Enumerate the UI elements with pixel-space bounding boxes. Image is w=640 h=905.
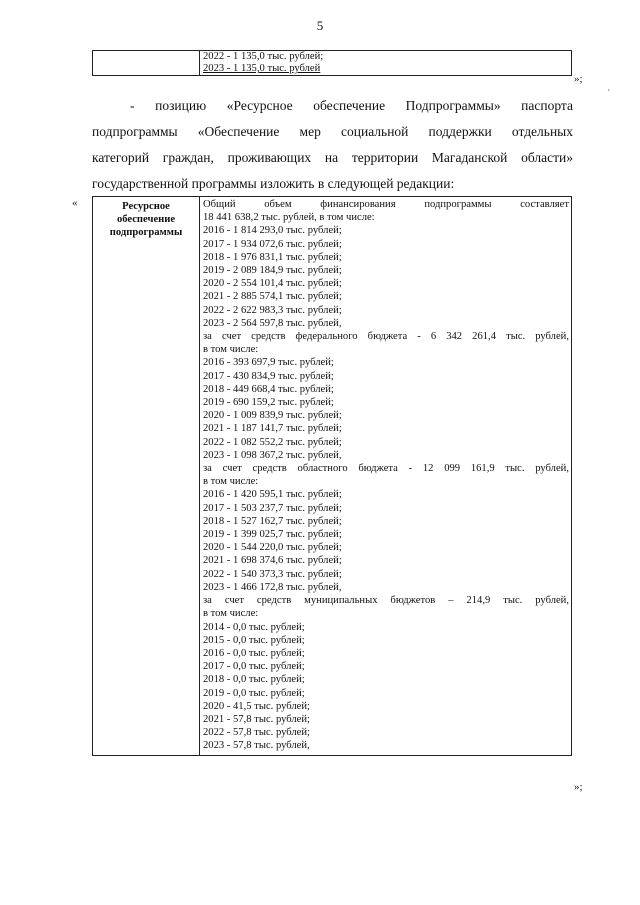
funding-line: 2018 - 449 668,4 тыс. рублей;: [203, 383, 334, 395]
opening-quote: «: [72, 197, 78, 209]
instruction-paragraph-line: категорий граждан, проживающих на территории Магаданской области»: [92, 150, 573, 165]
funding-line: 2023 - 2 564 597,8 тыс. рублей,: [203, 317, 342, 329]
funding-line: 2022 - 2 622 983,3 тыс. рублей;: [203, 304, 342, 316]
funding-line: 2015 - 0,0 тыс. рублей;: [203, 634, 305, 646]
resource-table: [92, 196, 572, 756]
funding-line: 2019 - 0,0 тыс. рублей;: [203, 687, 305, 699]
resource-value-cell: [200, 197, 572, 756]
funding-line: 2020 - 1 544 220,0 тыс. рублей;: [203, 542, 342, 554]
funding-line: 2016 - 1 420 595,1 тыс. рублей;: [203, 489, 342, 501]
funding-line: 2023 - 1 466 172,8 тыс. рублей,: [203, 581, 342, 593]
funding-line: 2020 - 2 554 101,4 тыс. рублей;: [203, 278, 342, 290]
funding-line: 2014 - 0,0 тыс. рублей;: [203, 621, 305, 633]
funding-line: Общий объем финансирования подпрограммы составляет: [203, 199, 569, 210]
resource-label-line: подпрограммы: [109, 227, 183, 239]
closing-quote: »;: [574, 73, 583, 85]
funding-line: 2018 - 0,0 тыс. рублей;: [203, 674, 305, 686]
funding-line: 2021 - 2 885 574,1 тыс. рублей;: [203, 291, 342, 303]
funding-line: 2019 - 1 399 025,7 тыс. рублей;: [203, 529, 342, 541]
funding-line: 2020 - 1 009 839,9 тыс. рублей;: [203, 410, 342, 422]
funding-line: в том числе:: [203, 344, 259, 356]
funding-line: за счет средств областного бюджета - 12 099 161,9 тыс. рублей,: [203, 463, 569, 475]
funding-line: 2020 - 41,5 тыс. рублей;: [203, 700, 310, 712]
funding-line: 2016 - 393 697,9 тыс. рублей;: [203, 357, 334, 369]
funding-line: 2021 - 1 187 141,7 тыс. рублей;: [203, 423, 342, 435]
resource-label-line: обеспечение: [116, 214, 176, 226]
previous-table-label-cell: [93, 51, 200, 76]
funding-line: 2017 - 1 934 072,6 тыс. рублей;: [203, 238, 342, 250]
funding-line: 2019 - 690 159,2 тыс. рублей;: [203, 397, 334, 409]
previous-table-value-cell: [200, 51, 572, 76]
funding-line: в том числе:: [203, 476, 259, 488]
funding-line: в том числе:: [203, 608, 259, 620]
funding-line: 2022 - 1 540 373,3 тыс. рублей;: [203, 568, 342, 580]
closing-quote: »;: [574, 781, 583, 793]
funding-line: 2017 - 1 503 237,7 тыс. рублей;: [203, 502, 342, 514]
funding-line: 2016 - 0,0 тыс. рублей;: [203, 647, 305, 659]
previous-table-line: 2023 - 1 135,0 тыс. рублей: [203, 63, 321, 74]
funding-line: за счет средств федерального бюджета - 6 342 261,4 тыс. рублей,: [203, 331, 569, 343]
funding-line: 2022 - 1 082 552,2 тыс. рублей;: [203, 436, 342, 448]
funding-line: 2018 - 1 976 831,1 тыс. рублей;: [203, 251, 342, 263]
funding-line: 2019 - 2 089 184,9 тыс. рублей;: [203, 265, 342, 277]
funding-line: 2016 - 1 814 293,0 тыс. рублей;: [203, 225, 342, 237]
funding-line: 2021 - 1 698 374,6 тыс. рублей;: [203, 555, 342, 567]
funding-line: 2018 - 1 527 162,7 тыс. рублей;: [203, 515, 342, 527]
instruction-paragraph-line: - позицию «Ресурсное обеспечение Подпрограммы» паспорта: [130, 98, 573, 113]
instruction-paragraph-line: государственной программы изложить в следующей редакции:: [92, 176, 455, 191]
resource-label-cell: [93, 197, 200, 756]
previous-table-fragment: [92, 50, 572, 76]
funding-line: 2017 - 0,0 тыс. рублей;: [203, 661, 305, 673]
previous-table-line: 2022 - 1 135,0 тыс. рублей;: [203, 51, 324, 62]
funding-line: 2023 - 57,8 тыс. рублей,: [203, 740, 310, 752]
funding-line: 2021 - 57,8 тыс. рублей;: [203, 713, 310, 725]
resource-label-line: Ресурсное: [122, 201, 170, 212]
instruction-paragraph-line: подпрограммы «Обеспечение мер социальной поддержки отдельных: [92, 124, 573, 139]
funding-line: 18 441 638,2 тыс. рублей, в том числе:: [203, 212, 375, 224]
scan-mark: ': [608, 88, 610, 99]
funding-line: за счет средств муниципальных бюджетов – 214,9 тыс. рублей,: [203, 595, 569, 607]
page-number: 5: [316, 18, 324, 33]
funding-line: 2023 - 1 098 367,2 тыс. рублей,: [203, 449, 342, 461]
funding-line: 2022 - 57,8 тыс. рублей;: [203, 727, 310, 739]
funding-line: 2017 - 430 834,9 тыс. рублей;: [203, 370, 334, 382]
